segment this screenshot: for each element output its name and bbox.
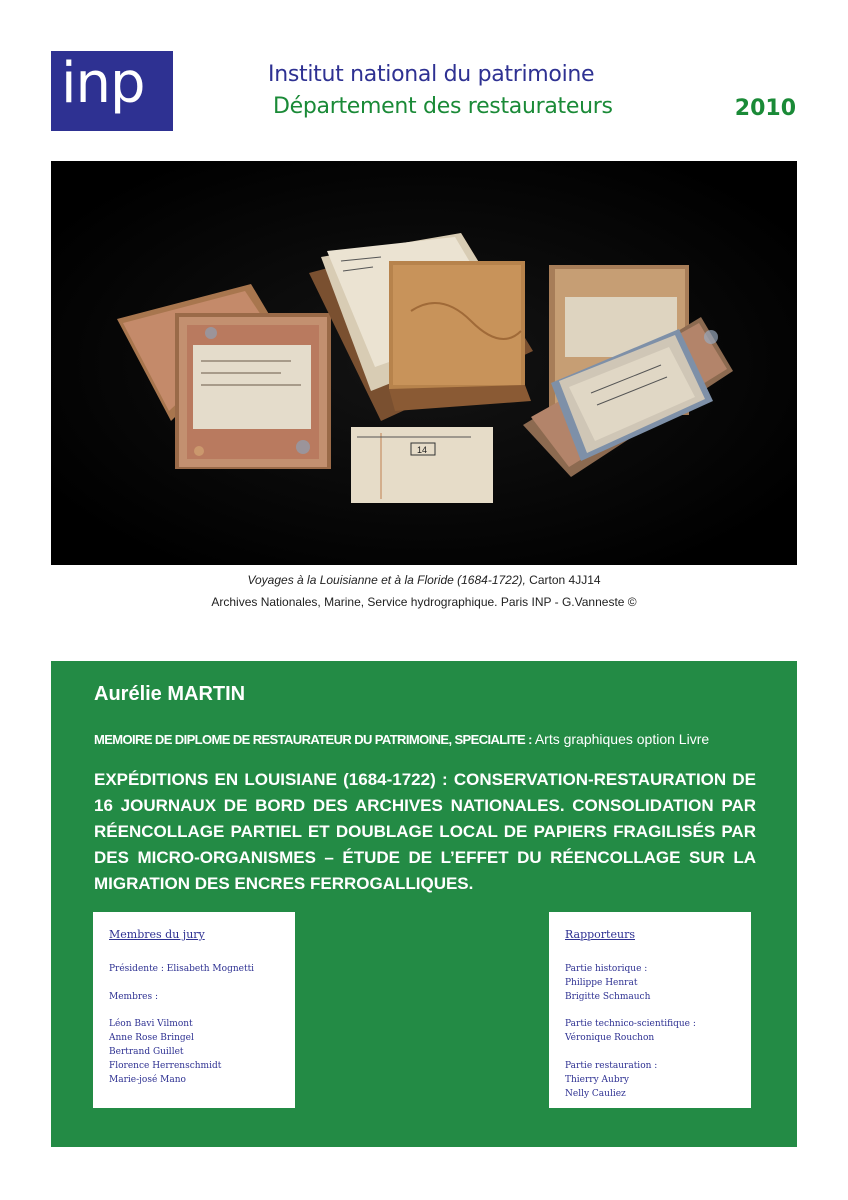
jury-member: Marie-josé Mano: [109, 1075, 186, 1085]
manuscripts-photo: [51, 161, 797, 565]
caption-title-italic: Voyages à la Louisianne et à la Floride (1684-1722),: [247, 573, 526, 587]
rapporteurs-heading: Rapporteurs: [565, 928, 635, 941]
rapporteurs-section-label: Partie restauration :: [565, 1061, 658, 1071]
thesis-title: EXPÉDITIONS EN LOUISIANE (1684-1722) : CONSERVATION-RESTAURATION DE 16 JOURNAUX DE BORD DES ARCHIVES NATIONALES. CONSOLIDATION PAR RÉENCOLLAGE PARTIEL ET DOUBLAGE LOCAL DE PAPIERS FRAGILISÉS PAR DES MICRO-ORGANISMES – ÉTUDE DE L’EFFET DU RÉENCOLLAGE SUR LA MIGRATION DES ENCRES FERROGALLIQUES.: [94, 770, 756, 893]
rapporteurs-section-label: Partie historique :: [565, 964, 648, 974]
author-name: Aurélie MARTIN: [94, 683, 246, 705]
rapporteur-name: Philippe Henrat: [565, 978, 638, 988]
archive-card: [351, 427, 493, 503]
inp-logo: [51, 51, 173, 131]
jury-member: Florence Herrenschmidt: [109, 1061, 222, 1071]
thesis-panel: [51, 661, 797, 1147]
jury-members-label: Membres :: [109, 992, 158, 1002]
jury-president: Présidente : Elisabeth Mognetti: [109, 964, 255, 974]
jury-member: Bertrand Guillet: [109, 1047, 184, 1057]
institute-name: Institut national du patrimoine: [268, 62, 595, 87]
diploma-line: [94, 731, 709, 747]
photo-caption-title: [0, 573, 848, 587]
department-name: Département des restaurateurs: [273, 94, 613, 119]
jury-member: Anne Rose Bringel: [109, 1033, 194, 1043]
rapporteurs-card: [549, 912, 751, 1108]
card-number: 14: [417, 445, 428, 455]
photo-credit: Archives Nationales, Marine, Service hydrographique. Paris INP - G.Vanneste ©: [211, 595, 637, 609]
logo-text: inp: [61, 51, 145, 116]
rapporteur-name: Nelly Cauliez: [565, 1089, 626, 1099]
jury-card: [93, 912, 295, 1108]
diploma-colon: :: [525, 732, 535, 747]
jury-heading: Membres du jury: [109, 928, 205, 941]
rapporteur-name: Brigitte Schmauch: [565, 992, 651, 1002]
caption-carton: Carton 4JJ14: [525, 573, 601, 587]
diploma-prefix: MEMOIRE DE DIPLOME DE RESTAURATEUR DU PATRIMOINE, SPECIALITE: [94, 732, 526, 747]
rapporteur-name: Véronique Rouchon: [565, 1033, 655, 1043]
speciality: Arts graphiques option Livre: [534, 731, 710, 747]
year: 2010: [734, 96, 796, 121]
rapporteurs-section-label: Partie technico-scientifique :: [565, 1019, 696, 1029]
jury-member: Léon Bavi Vilmont: [109, 1019, 193, 1029]
rapporteur-name: Thierry Aubry: [565, 1075, 629, 1085]
